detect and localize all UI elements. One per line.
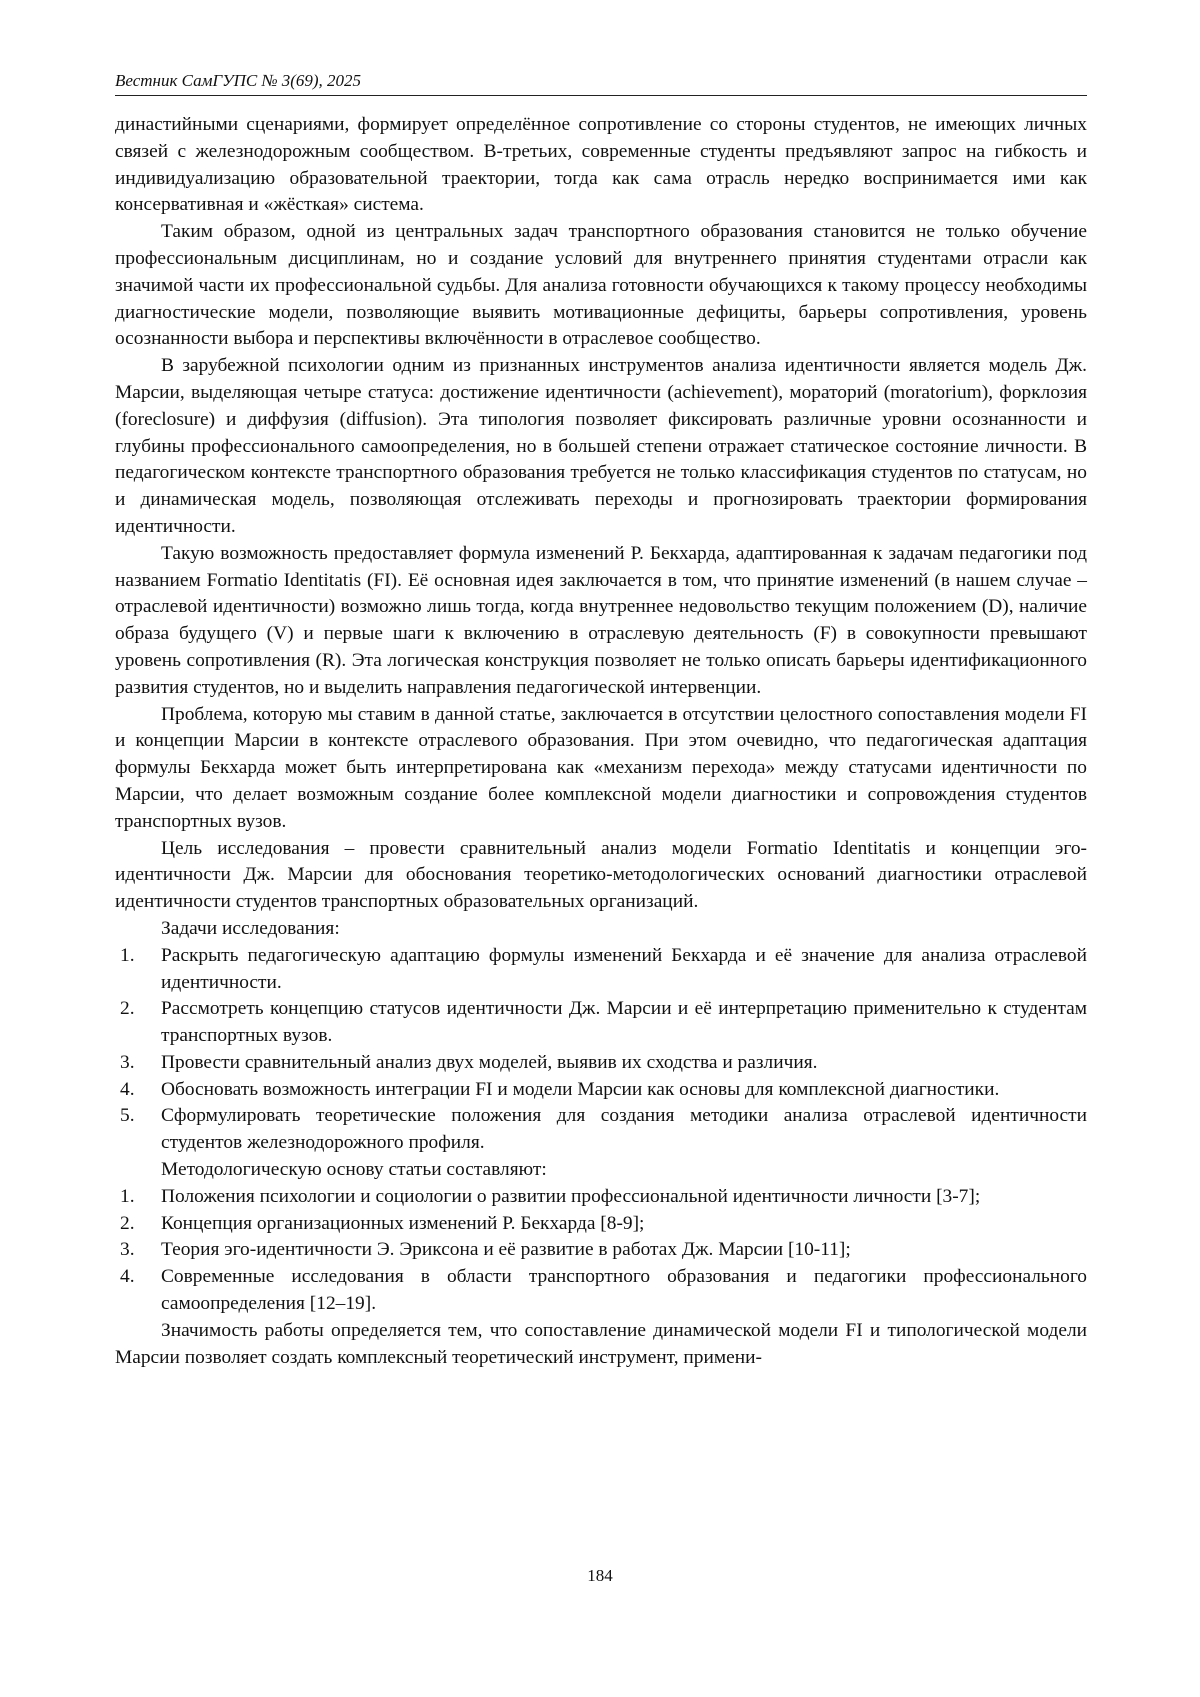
paragraph: В зарубежной психологии одним из признанных инструментов анализа идентичности является модель Дж. Марсии, выделяющая четыре статуса: достижение идентичности (achievement), мораторий (moratorium), форклозия (foreclosure) и диффузия (diffusion). Эта типология позволяет фиксировать различные уровни осознанности и глубины профессионального самоопределения, но в большей степени отражает статическое состояние личности. В педагогическом контексте транспортного образования требуется не только классификация студентов по статусам, но и динамическая модель, позволяющая отслеживать переходы и прогнозировать траектории формирования идентичности. xyxy=(115,355,1087,537)
list-item-number: 2. xyxy=(120,1212,135,1234)
list-item xyxy=(115,1184,1087,1211)
running-header: Вестник СамГУПС № 3(69), 2025 xyxy=(115,70,1087,96)
paragraph: династийными сценариями, формирует определённое сопротивление со стороны студентов, не имеющих личных связей с железнодорожным сообществом. В-третьих, современные студенты предъявляют запрос на гибкость и индивидуализацию образовательной траектории, тогда как сама отрасль нередко воспринимается ими как консервативная и «жёсткая» система. xyxy=(115,114,1087,216)
list-item xyxy=(115,1264,1087,1318)
tasks-heading: Задачи исследования: xyxy=(161,917,340,939)
list-item-text: Сформулировать теоретические положения для создания методики анализа отраслевой идентичности студентов железнодорожного профиля. xyxy=(161,1105,1087,1154)
list-item-text: Раскрыть педагогическую адаптацию формулы изменений Бекхарда и её значение для анализа отраслевой идентичности. xyxy=(161,944,1087,993)
list-item xyxy=(115,1103,1087,1157)
list-item-number: 1. xyxy=(120,1185,135,1207)
list-item-text: Рассмотреть концепцию статусов идентичности Дж. Марсии и её интерпретацию применительно к студентам транспортных вузов. xyxy=(161,998,1087,1047)
list-item-text: Современные исследования в области транспортного образования и педагогики профессионального самоопределения [12–19]. xyxy=(161,1266,1087,1315)
list-item xyxy=(115,943,1087,997)
list-item-text: Обосновать возможность интеграции FI и модели Марсии как основы для комплексной диагностики. xyxy=(161,1078,1000,1100)
list-item-text: Теория эго-идентичности Э. Эриксона и её развитие в работах Дж. Марсии [10-11]; xyxy=(161,1239,851,1261)
list-item xyxy=(115,1237,1087,1264)
paragraph: Проблема, которую мы ставим в данной статье, заключается в отсутствии целостного сопоставления модели FI и концепции Марсии в контексте отраслевого образования. При этом очевидно, что педагогическая адаптация формулы Бекхарда может быть интерпретирована как «механизм перехода» между статусами идентичности по Марсии, что делает возможным создание более комплексной модели диагностики и сопровождения студентов транспортных вузов. xyxy=(115,703,1087,832)
list-item xyxy=(115,996,1087,1050)
paragraph: Таким образом, одной из центральных задач транспортного образования становится не только обучение профессиональным дисциплинам, но и создание условий для внутреннего принятия студентами отрасли как значимой части их профессиональной судьбы. Для анализа готовности обучающихся к такому процессу необходимы диагностические модели, позволяющие выявить мотивационные дефициты, барьеры сопротивления, уровень осознанности выбора и перспективы включённости в отраслевое сообщество. xyxy=(115,221,1087,350)
list-item-number: 4. xyxy=(120,1078,135,1100)
list-item xyxy=(115,1077,1087,1104)
list-item-text: Провести сравнительный анализ двух моделей, выявив их сходства и различия. xyxy=(161,1051,818,1073)
paragraph: Цель исследования – провести сравнительный анализ модели Formatio Identitatis и концепции эго-идентичности Дж. Марсии для обоснования теоретико-методологических оснований диагностики отраслевой идентичности студентов транспортных образовательных организаций. xyxy=(115,837,1087,913)
tasks-list xyxy=(115,943,1087,1157)
list-item-number: 3. xyxy=(120,1051,135,1073)
list-item-number: 1. xyxy=(120,944,135,966)
list-item xyxy=(115,1050,1087,1077)
list-item-number: 3. xyxy=(120,1239,135,1261)
closing-paragraph: Значимость работы определяется тем, что сопоставление динамической модели FI и типологической модели Марсии позволяет создать комплексный теоретический инструмент, примени- xyxy=(115,1319,1087,1368)
paragraph: Такую возможность предоставляет формула изменений Р. Бекхарда, адаптированная к задачам педагогики под названием Formatio Identitatis (FI). Её основная идея заключается в том, что принятие изменений (в нашем случае – отраслевой идентичности) возможно лишь тогда, когда внутреннее недовольство текущим положением (D), наличие образа будущего (V) и первые шаги к включению в отраслевую деятельность (F) в совокупности превышают уровень сопротивления (R). Эта логическая конструкция позволяет не только описать барьеры идентификационного развития студентов, но и выделить направления педагогической интервенции. xyxy=(115,542,1087,698)
list-item-number: 2. xyxy=(120,998,135,1020)
methodology-heading: Методологическую основу статьи составляют: xyxy=(161,1159,547,1181)
list-item-text: Концепция организационных изменений Р. Бекхарда [8-9]; xyxy=(161,1212,645,1234)
article-body xyxy=(115,112,1087,1371)
list-item-number: 5. xyxy=(120,1105,135,1127)
methodology-list xyxy=(115,1184,1087,1318)
list-item xyxy=(115,1211,1087,1238)
list-item-text: Положения психологии и социологии о развитии профессиональной идентичности личности [3-7]; xyxy=(161,1185,981,1207)
list-item-number: 4. xyxy=(120,1266,135,1288)
page-number: 184 xyxy=(587,1566,613,1585)
